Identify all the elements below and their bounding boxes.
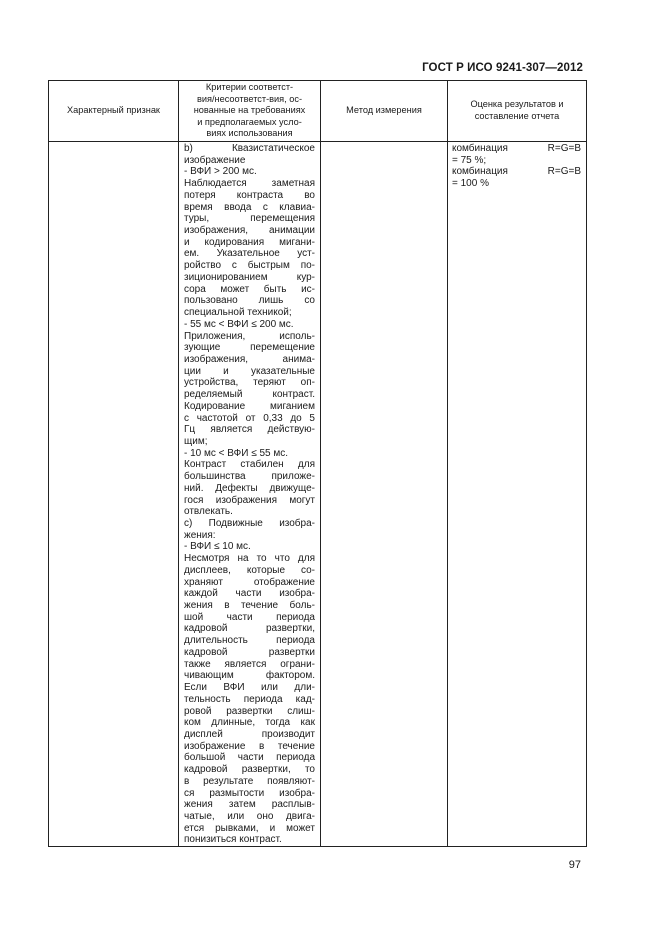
criteria-text-line: Кодирование миганием [184,400,315,412]
evaluation-text-line: = 75 %; [452,154,487,166]
criteria-text-line: дисплей производит [184,728,315,740]
criteria-text-line: изображения, анимации [184,225,315,237]
criteria-text-line: изображение [184,154,246,166]
criteria-text-line: зиционированием кур- [184,271,315,283]
criteria-text-line: Если ВФИ или дли- [184,682,315,694]
criteria-text-line: - 55 мс < ВФИ ≤ 200 мс. [184,318,294,330]
criteria-text-line: также является ограни- [184,658,315,670]
criteria-text-line: ем. Указательное уст- [184,248,315,260]
criteria-text-line: устройства, теряют оп- [184,377,315,389]
criteria-text-line: отвлекать. [184,506,233,518]
criteria-text-line: ний. Дефекты движуще- [184,482,315,494]
criteria-text-line: Несмотря на то что для [184,553,315,565]
column-header-label: Критерии соответст- вия/несоответст-вия, ос- нованные на требованиях и предполагаемых усло- виях использования [193,82,306,139]
criteria-text-line: зующие перемещение [184,342,315,354]
column-header-evaluation [448,81,587,142]
criteria-text-line: гося изображения могут [184,494,315,506]
criteria-text-line: жения: [184,529,216,541]
criteria-text-line: жения в течение боль- [184,600,315,612]
characteristic-cell [49,142,179,847]
criteria-text-line: кадровой развертки [184,646,315,658]
criteria-text-line: ком длинные, тогда как [184,717,315,729]
column-header-label: Характерный признак [67,105,160,116]
criteria-text-line: каждой части изобра- [184,588,315,600]
criteria-text-line: время ввода с клавиа- [184,201,315,213]
criteria-text-line: чивающим фактором. [184,670,315,682]
criteria-text-line: - 10 мс < ВФИ ≤ 55 мс. [184,447,289,459]
evaluation-text-line: комбинация R=G=B [452,143,581,154]
evaluation-cell [448,142,587,847]
criteria-text-line: дисплеев, которые со- [184,564,315,576]
criteria-text-line: понизиться контраст. [184,834,282,846]
criteria-text-line: Приложения, исполь- [184,330,315,342]
criteria-text-line: большинства приложе- [184,471,315,483]
page-number: 97 [568,859,581,871]
table-header-row [49,81,587,142]
criteria-text-line: ровой развертки слиш- [184,705,315,717]
column-header-criteria [179,81,321,142]
method-cell [321,142,448,847]
criteria-text-line: тельность периода кад- [184,693,315,705]
column-header-method [321,81,448,142]
criteria-text-line: изображение в течение [184,740,315,752]
table-row [49,142,587,847]
criteria-text-line: и кодирования мигани- [184,236,315,248]
criteria-text-line: жения затем расплыв- [184,799,315,811]
criteria-text-line: - ВФИ ≤ 10 мс. [184,541,251,553]
criteria-table [48,80,587,847]
criteria-text-line: ся размытости изобра- [184,787,315,799]
criteria-text-line: длительность периода [184,635,315,647]
criteria-text-line: ределяемый контраст. [184,389,315,401]
criteria-text-line: чатые, или оно двига- [184,810,315,822]
evaluation-text-line: = 100 % [452,178,489,190]
criteria-text-line: Гц является действую- [184,424,315,436]
criteria-text-line: пользовано лишь со [184,295,315,307]
document-standard-header: ГОСТ Р ИСО 9241-307—2012 [422,62,583,74]
criteria-text-line: щим; [184,435,208,447]
criteria-text-line: потеря контраста во [184,189,315,201]
criteria-text-line: туры, перемещения [184,213,315,225]
criteria-text-line: специальной техникой; [184,307,292,319]
criteria-text-line: большой части периода [184,752,315,764]
criteria-text-line: с) Подвижные изобра- [184,518,315,529]
criteria-text-line: ции и указательные [184,365,315,377]
column-header-label: Оценка результатов и составление отчета [470,99,564,121]
criteria-text-line: ройство с быстрым по- [184,260,315,272]
criteria-text-line: кадровой развертки, [184,623,315,635]
column-header-label: Метод измерения [346,105,422,116]
criteria-text-line: Контраст стабилен для [184,459,315,471]
evaluation-text-line: комбинация R=G=B [452,166,581,178]
column-header-characteristic [49,81,179,142]
criteria-text-line: сора может быть ис- [184,283,315,295]
criteria-text-line: - ВФИ > 200 мс. [184,166,257,178]
criteria-text-line: кадровой развертки, то [184,764,315,776]
criteria-text-line: ется рывками, и может [184,822,315,834]
criteria-text-line: шой части периода [184,611,315,623]
criteria-cell [179,142,321,847]
criteria-text-line: с частотой от 0,33 до 5 [184,412,315,424]
criteria-text-line: b) Квазистатическое [184,143,315,154]
criteria-text-line: изображения, анима- [184,353,315,365]
criteria-text-line: храняют отображение [184,576,315,588]
criteria-text-line: Наблюдается заметная [184,178,315,190]
criteria-text-line: в результате появляют- [184,775,315,787]
